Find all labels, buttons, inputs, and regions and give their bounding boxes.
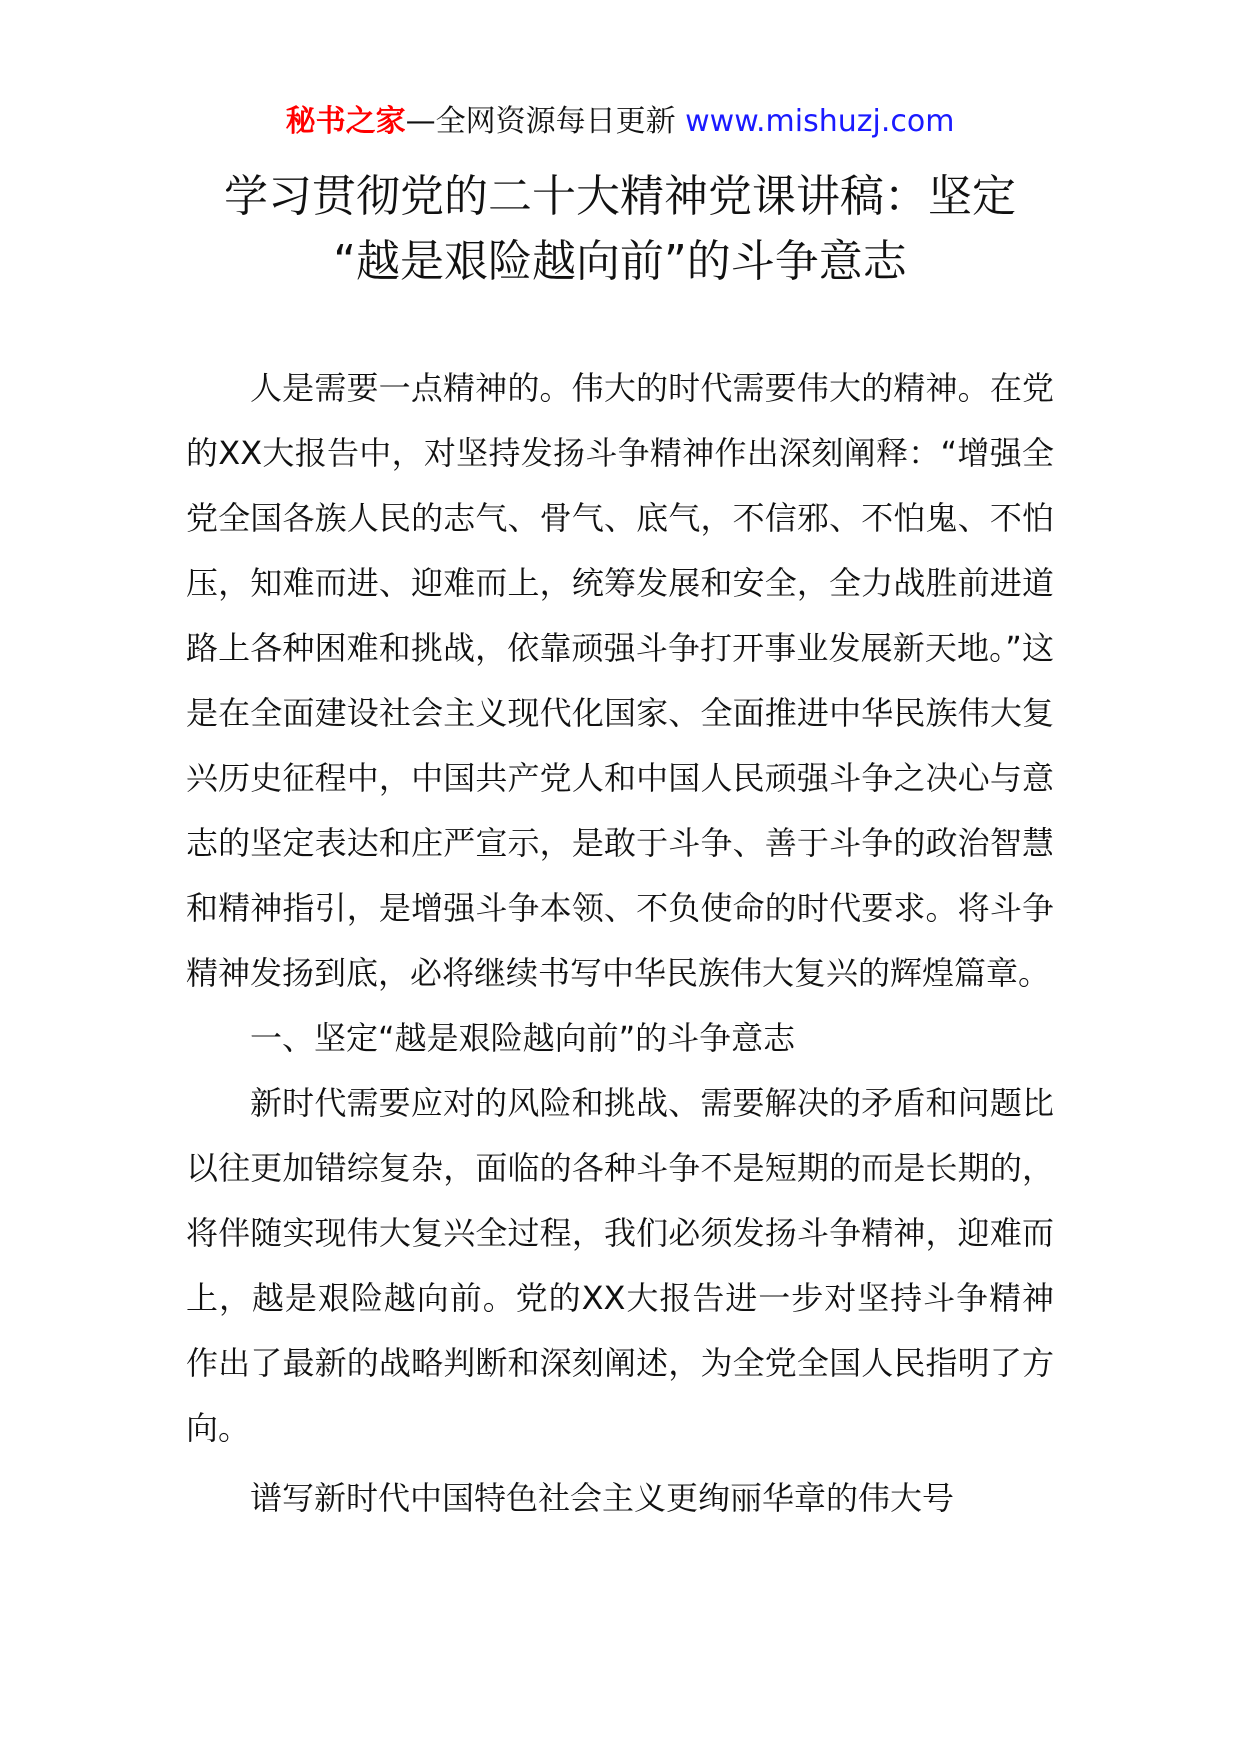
header-tagline: —全网资源每日更新 (405, 104, 686, 139)
website-link[interactable]: www.mishuzj.com (685, 104, 955, 139)
page-header (0, 102, 1240, 142)
brand-name: 秘书之家 (285, 104, 406, 139)
section-heading-1: 一、坚定“越是艰险越向前”的斗争意志 (250, 1019, 796, 1057)
paragraph-continued: 谱写新时代中国特色社会主义更绚丽华章的伟大号 (250, 1479, 955, 1517)
title-line-1: 学习贯彻党的二十大精神党课讲稿：坚定 (224, 171, 1016, 222)
paragraph-intro: 人是需要一点精神的。伟大的时代需要伟大的精神。在党的XX大报告中，对坚持发扬斗争精神作出深刻阐释：“增强全党全国各族人民的志气、骨气、底气，不信邪、不怕鬼、不怕压，知难而进、迎难而上，统筹发展和安全，全力战胜前进道路上各种困难和挑战，依靠顽强斗争打开事业发展新天地。”这是在全面建设社会主义现代化国家、全面推进中华民族伟大复兴历史征程中，中国共产党人和中国人民顽强斗争之决心与意志的坚定表达和庄严宣示，是敢于斗争、善于斗争的政治智慧和精神指引，是增强斗争本领、不负使命的时代要求。将斗争精神发扬到底，必将继续书写中华民族伟大复兴的辉煌篇章。 (186, 369, 1054, 992)
paragraph-section-1: 新时代需要应对的风险和挑战、需要解决的矛盾和问题比以往更加错综复杂，面临的各种斗争不是短期的而是长期的，将伴随实现伟大复兴全过程，我们必须发扬斗争精神，迎难而上，越是艰险越向前。党的XX大报告进一步对坚持斗争精神作出了最新的战略判断和深刻阐述，为全党全国人民指明了方向。 (186, 1084, 1054, 1447)
document-body (186, 356, 1054, 1531)
document-title (150, 164, 1090, 294)
title-line-2: “越是艰险越向前”的斗争意志 (333, 236, 907, 287)
